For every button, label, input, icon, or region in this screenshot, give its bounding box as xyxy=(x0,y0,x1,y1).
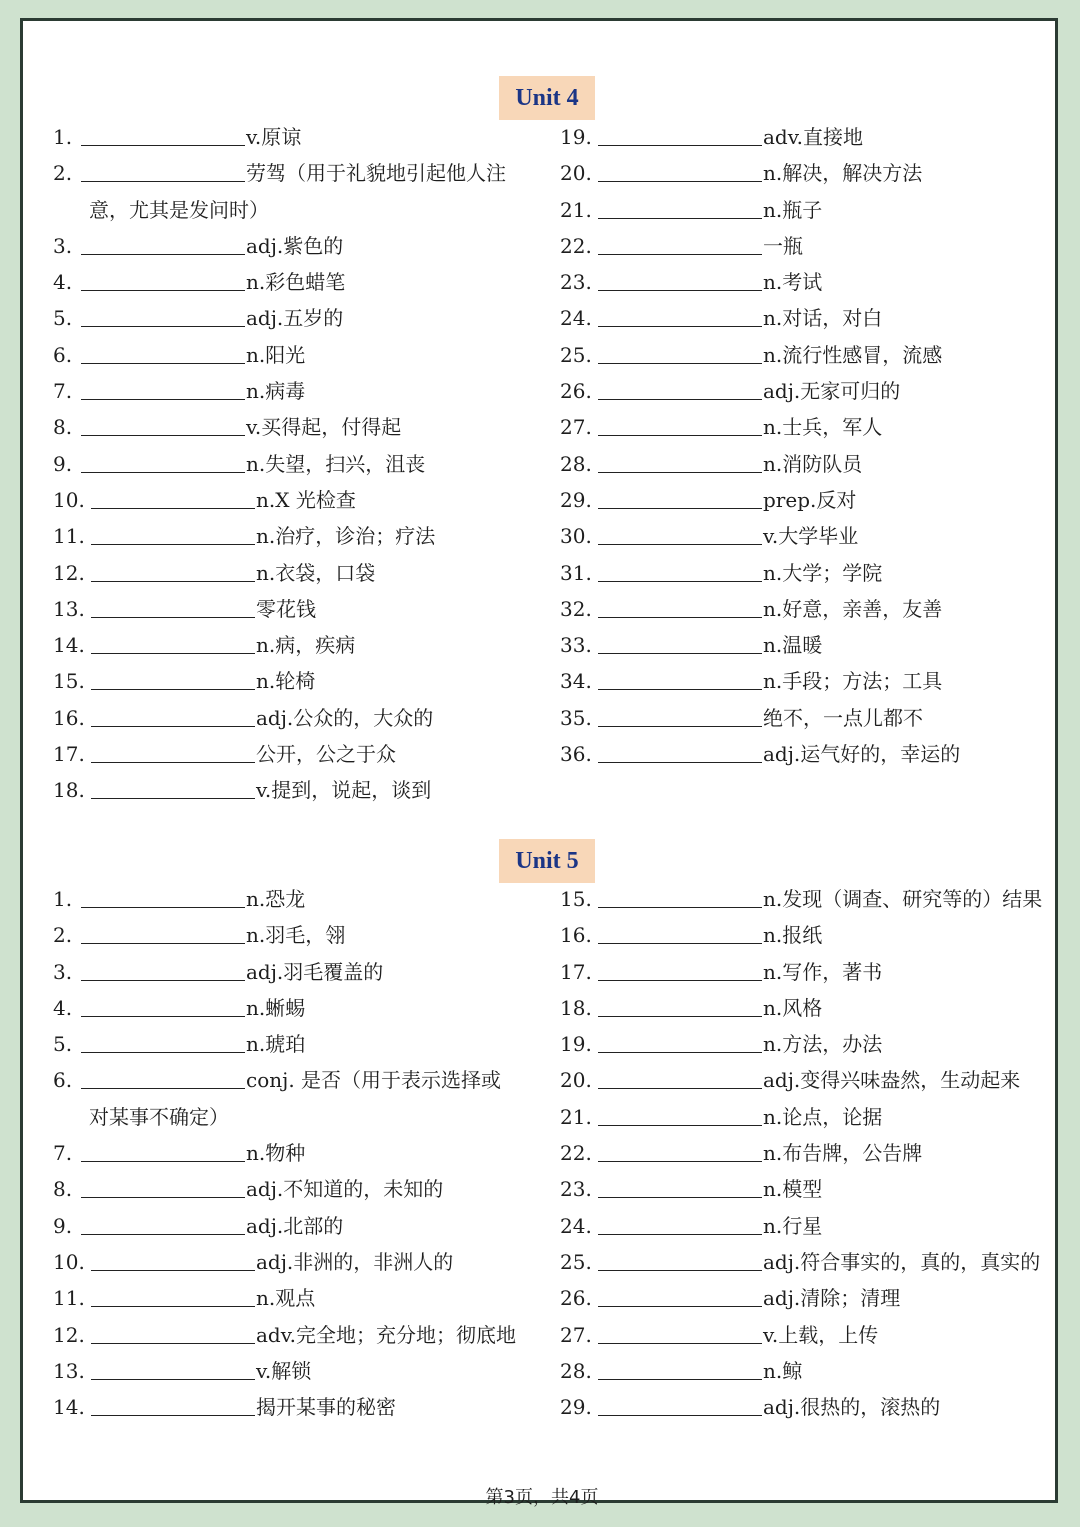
item-definition-continued: 对某事不确定） xyxy=(89,1104,229,1129)
item-number: 27. xyxy=(560,1322,592,1347)
answer-blank[interactable] xyxy=(91,1393,255,1416)
item-definition: v.解锁 xyxy=(256,1358,312,1383)
vocab-item xyxy=(53,155,553,228)
answer-blank[interactable] xyxy=(598,1321,762,1344)
item-definition: n.病，疾病 xyxy=(256,633,356,658)
item-definition: n.方法，办法 xyxy=(763,1032,883,1057)
vocab-item xyxy=(560,155,1060,191)
item-number: 4. xyxy=(53,995,73,1020)
vocab-item xyxy=(53,881,553,917)
vocab-item xyxy=(560,228,1060,264)
vocab-item xyxy=(53,1280,553,1316)
item-number: 25. xyxy=(560,342,592,367)
item-number: 8. xyxy=(53,1177,73,1202)
answer-blank[interactable] xyxy=(598,885,762,908)
item-number: 5. xyxy=(53,1032,73,1057)
vocab-item xyxy=(53,264,553,300)
answer-blank[interactable] xyxy=(598,1175,762,1198)
item-number: 36. xyxy=(560,742,592,767)
item-number: 9. xyxy=(53,1213,73,1238)
vocab-item xyxy=(53,663,553,699)
item-number: 9. xyxy=(53,451,73,476)
vocab-item xyxy=(560,1244,1060,1280)
unit-5-left-column xyxy=(53,881,553,1425)
vocab-item xyxy=(53,736,553,772)
item-number: 35. xyxy=(560,705,592,730)
answer-blank[interactable] xyxy=(81,304,245,327)
vocab-item xyxy=(560,736,1060,772)
answer-blank[interactable] xyxy=(91,522,255,545)
answer-blank[interactable] xyxy=(91,595,255,618)
item-definition: 零花钱 xyxy=(256,596,316,621)
vocab-item xyxy=(53,591,553,627)
item-definition: conj. 是否（用于表示选择或 xyxy=(246,1068,502,1093)
answer-blank[interactable] xyxy=(598,1139,762,1162)
vocab-item xyxy=(560,119,1060,155)
item-definition: n.温暖 xyxy=(763,633,823,658)
answer-blank[interactable] xyxy=(598,1030,762,1053)
item-definition: n.物种 xyxy=(246,1141,306,1166)
answer-blank[interactable] xyxy=(81,921,245,944)
item-number: 34. xyxy=(560,669,592,694)
vocab-item xyxy=(560,1099,1060,1135)
vocab-item xyxy=(560,518,1060,554)
vocab-item xyxy=(53,1135,553,1171)
vocab-item xyxy=(560,1353,1060,1389)
item-definition: adj.羽毛覆盖的 xyxy=(246,959,384,984)
item-definition: adv.完全地；充分地；彻底地 xyxy=(256,1322,517,1347)
item-number: 13. xyxy=(53,596,85,621)
item-number: 21. xyxy=(560,197,592,222)
item-number: 24. xyxy=(560,306,592,331)
item-definition: adv.直接地 xyxy=(763,125,864,149)
vocab-item xyxy=(53,1353,553,1389)
answer-blank[interactable] xyxy=(81,1030,245,1053)
answer-blank[interactable] xyxy=(598,196,762,219)
answer-blank[interactable] xyxy=(81,994,245,1017)
vocab-item xyxy=(53,1244,553,1280)
worksheet-page xyxy=(20,18,1058,1508)
item-definition: n.写作，著书 xyxy=(763,959,883,984)
item-number: 18. xyxy=(53,778,85,803)
item-definition: n.鲸 xyxy=(763,1358,803,1383)
item-definition-continued: 意，尤其是发问时） xyxy=(89,197,269,222)
item-number: 12. xyxy=(53,560,85,585)
answer-blank[interactable] xyxy=(598,1393,762,1416)
item-number: 10. xyxy=(53,487,85,512)
vocab-item xyxy=(53,917,553,953)
item-number: 20. xyxy=(560,161,592,186)
item-definition: n.羽毛，翎 xyxy=(246,923,346,948)
vocab-item xyxy=(53,1026,553,1062)
page-footer: 第3页，共4页 xyxy=(485,1487,599,1508)
item-definition: adj.五岁的 xyxy=(246,306,344,331)
item-definition: n.对话，对白 xyxy=(763,306,883,331)
answer-blank[interactable] xyxy=(81,450,245,473)
answer-blank[interactable] xyxy=(81,1175,245,1198)
answer-blank[interactable] xyxy=(91,631,255,654)
item-definition: n.考试 xyxy=(763,270,823,295)
item-definition: n.病毒 xyxy=(246,379,306,404)
item-number: 8. xyxy=(53,415,73,440)
answer-blank[interactable] xyxy=(598,268,762,291)
answer-blank[interactable] xyxy=(598,341,762,364)
vocab-item xyxy=(560,1062,1060,1098)
item-definition: n.观点 xyxy=(256,1286,316,1311)
vocab-item xyxy=(53,627,553,663)
item-number: 26. xyxy=(560,379,592,404)
unit-5-right-column xyxy=(560,881,1060,1425)
vocab-item xyxy=(53,1171,553,1207)
answer-blank[interactable] xyxy=(91,1321,255,1344)
vocab-item xyxy=(560,446,1060,482)
answer-blank[interactable] xyxy=(81,1139,245,1162)
answer-blank[interactable] xyxy=(598,522,762,545)
answer-blank[interactable] xyxy=(598,740,762,763)
vocab-item xyxy=(53,482,553,518)
vocab-item xyxy=(53,228,553,264)
item-number: 32. xyxy=(560,596,592,621)
item-definition: n.行星 xyxy=(763,1213,823,1238)
answer-blank[interactable] xyxy=(598,704,762,727)
item-definition: adj.非洲的，非洲人的 xyxy=(256,1249,454,1274)
item-definition: n.论点，论据 xyxy=(763,1104,883,1129)
item-definition: n.阳光 xyxy=(246,342,306,367)
item-number: 4. xyxy=(53,270,73,295)
answer-blank[interactable] xyxy=(91,1284,255,1307)
vocab-item xyxy=(560,1389,1060,1425)
answer-blank[interactable] xyxy=(598,123,762,146)
vocab-item xyxy=(560,1208,1060,1244)
answer-blank[interactable] xyxy=(91,486,255,509)
vocab-item xyxy=(560,1317,1060,1353)
item-number: 18. xyxy=(560,995,592,1020)
item-number: 22. xyxy=(560,1141,592,1166)
answer-blank[interactable] xyxy=(81,1066,245,1089)
vocab-item xyxy=(53,555,553,591)
item-number: 33. xyxy=(560,633,592,658)
item-definition: n.解决，解决方法 xyxy=(763,161,923,186)
item-definition: n.恐龙 xyxy=(246,887,306,911)
item-definition: n.琥珀 xyxy=(246,1032,306,1057)
item-definition: n.失望，扫兴，沮丧 xyxy=(246,451,426,476)
answer-blank[interactable] xyxy=(598,1103,762,1126)
item-number: 16. xyxy=(53,705,85,730)
vocab-item xyxy=(560,337,1060,373)
unit-4-title: Unit 4 xyxy=(499,76,595,120)
item-definition: v.大学毕业 xyxy=(763,524,859,549)
item-definition: n.X 光检查 xyxy=(256,487,356,512)
item-number: 15. xyxy=(560,887,592,911)
item-definition: n.发现（调查、研究等的）结果 xyxy=(763,887,1043,911)
item-definition: adj.运气好的，幸运的 xyxy=(763,742,961,767)
item-definition: prep.反对 xyxy=(763,487,857,512)
vocab-item xyxy=(560,373,1060,409)
answer-blank[interactable] xyxy=(81,268,245,291)
answer-blank[interactable] xyxy=(81,958,245,981)
vocab-item xyxy=(560,264,1060,300)
vocab-item xyxy=(53,1062,553,1135)
item-number: 6. xyxy=(53,1068,73,1093)
vocab-item xyxy=(53,990,553,1026)
answer-blank[interactable] xyxy=(81,123,245,146)
item-number: 5. xyxy=(53,306,73,331)
answer-blank[interactable] xyxy=(598,1284,762,1307)
item-number: 20. xyxy=(560,1068,592,1093)
vocab-item xyxy=(560,663,1060,699)
item-definition: n.彩色蜡笔 xyxy=(246,270,346,295)
answer-blank[interactable] xyxy=(598,958,762,981)
vocab-item xyxy=(560,700,1060,736)
item-definition: n.手段；方法；工具 xyxy=(763,669,943,694)
item-number: 11. xyxy=(53,1286,85,1311)
answer-blank[interactable] xyxy=(598,450,762,473)
item-number: 17. xyxy=(560,959,592,984)
vocab-item xyxy=(53,772,553,808)
item-number: 29. xyxy=(560,1395,592,1420)
item-number: 28. xyxy=(560,1358,592,1383)
answer-blank[interactable] xyxy=(81,159,245,182)
vocab-item xyxy=(53,1389,553,1425)
vocab-item xyxy=(53,409,553,445)
item-number: 12. xyxy=(53,1322,85,1347)
item-definition: n.士兵，军人 xyxy=(763,415,883,440)
item-number: 19. xyxy=(560,125,592,149)
item-number: 19. xyxy=(560,1032,592,1057)
vocab-item xyxy=(560,192,1060,228)
answer-blank[interactable] xyxy=(598,304,762,327)
item-definition: 一瓶 xyxy=(763,233,803,258)
answer-blank[interactable] xyxy=(598,595,762,618)
answer-blank[interactable] xyxy=(81,885,245,908)
item-number: 27. xyxy=(560,415,592,440)
item-number: 28. xyxy=(560,451,592,476)
answer-blank[interactable] xyxy=(81,341,245,364)
item-definition: n.报纸 xyxy=(763,923,823,948)
item-number: 7. xyxy=(53,379,73,404)
answer-blank[interactable] xyxy=(91,1357,255,1380)
item-definition: n.治疗，诊治；疗法 xyxy=(256,524,436,549)
vocab-item xyxy=(53,446,553,482)
answer-blank[interactable] xyxy=(91,740,255,763)
vocab-item xyxy=(560,990,1060,1026)
item-number: 24. xyxy=(560,1213,592,1238)
vocab-item xyxy=(53,518,553,554)
answer-blank[interactable] xyxy=(81,1212,245,1235)
item-number: 30. xyxy=(560,524,592,549)
item-number: 11. xyxy=(53,524,85,549)
item-definition: v.提到，说起，谈到 xyxy=(256,778,432,803)
answer-blank[interactable] xyxy=(598,1066,762,1089)
answer-blank[interactable] xyxy=(598,1248,762,1271)
vocab-item xyxy=(53,700,553,736)
item-number: 22. xyxy=(560,233,592,258)
item-definition: adj.公众的，大众的 xyxy=(256,705,434,730)
unit-4-right-column xyxy=(560,119,1060,772)
item-definition: adj.变得兴味盎然，生动起来 xyxy=(763,1068,1021,1093)
item-number: 3. xyxy=(53,233,73,258)
unit-4-left-column xyxy=(53,119,553,809)
answer-blank[interactable] xyxy=(91,704,255,727)
item-definition: n.流行性感冒，流感 xyxy=(763,342,943,367)
answer-blank[interactable] xyxy=(598,413,762,436)
vocab-item xyxy=(560,300,1060,336)
answer-blank[interactable] xyxy=(598,377,762,400)
item-number: 15. xyxy=(53,669,85,694)
vocab-item xyxy=(560,482,1060,518)
vocab-item xyxy=(53,300,553,336)
item-definition: n.大学；学院 xyxy=(763,560,883,585)
item-number: 23. xyxy=(560,270,592,295)
answer-blank[interactable] xyxy=(598,1212,762,1235)
vocab-item xyxy=(560,881,1060,917)
item-definition: n.轮椅 xyxy=(256,669,316,694)
item-definition: 公开，公之于众 xyxy=(256,742,396,767)
answer-blank[interactable] xyxy=(91,776,255,799)
item-definition: adj.很热的，滚热的 xyxy=(763,1395,941,1420)
item-number: 14. xyxy=(53,633,85,658)
item-number: 26. xyxy=(560,1286,592,1311)
item-definition: n.好意，亲善，友善 xyxy=(763,596,943,621)
answer-blank[interactable] xyxy=(598,232,762,255)
answer-blank[interactable] xyxy=(598,159,762,182)
item-definition: n.瓶子 xyxy=(763,197,823,222)
answer-blank[interactable] xyxy=(598,921,762,944)
vocab-item xyxy=(53,119,553,155)
item-definition: adj.不知道的，未知的 xyxy=(246,1177,444,1202)
item-definition: 劳驾（用于礼貌地引起他人注 xyxy=(246,161,506,186)
vocab-item xyxy=(53,1208,553,1244)
item-definition: n.模型 xyxy=(763,1177,823,1202)
vocab-item xyxy=(53,954,553,990)
vocab-item xyxy=(560,1171,1060,1207)
item-number: 7. xyxy=(53,1141,73,1166)
vocab-item xyxy=(560,409,1060,445)
item-number: 21. xyxy=(560,1104,592,1129)
vocab-item xyxy=(560,555,1060,591)
answer-blank[interactable] xyxy=(81,232,245,255)
vocab-item xyxy=(560,917,1060,953)
answer-blank[interactable] xyxy=(598,631,762,654)
answer-blank[interactable] xyxy=(91,667,255,690)
vocab-item xyxy=(560,627,1060,663)
item-number: 17. xyxy=(53,742,85,767)
item-number: 2. xyxy=(53,161,73,186)
item-definition: adj.紫色的 xyxy=(246,233,344,258)
vocab-item xyxy=(560,1026,1060,1062)
item-number: 6. xyxy=(53,342,73,367)
item-number: 31. xyxy=(560,560,592,585)
item-number: 13. xyxy=(53,1358,85,1383)
item-definition: n.蜥蜴 xyxy=(246,995,306,1020)
vocab-item xyxy=(560,1135,1060,1171)
item-number: 23. xyxy=(560,1177,592,1202)
unit-5-title: Unit 5 xyxy=(499,839,595,883)
item-definition: v.原谅 xyxy=(246,125,302,149)
item-definition: n.风格 xyxy=(763,995,823,1020)
item-definition: n.衣袋，口袋 xyxy=(256,560,376,585)
item-number: 3. xyxy=(53,959,73,984)
item-number: 14. xyxy=(53,1395,85,1420)
answer-blank[interactable] xyxy=(598,486,762,509)
answer-blank[interactable] xyxy=(81,413,245,436)
item-number: 1. xyxy=(53,887,73,911)
item-number: 1. xyxy=(53,125,73,149)
answer-blank[interactable] xyxy=(598,994,762,1017)
vocab-item xyxy=(53,337,553,373)
answer-blank[interactable] xyxy=(598,559,762,582)
vocab-item xyxy=(560,591,1060,627)
item-definition: 揭开某事的秘密 xyxy=(256,1395,396,1420)
item-number: 29. xyxy=(560,487,592,512)
item-definition: adj.北部的 xyxy=(246,1213,344,1238)
answer-blank[interactable] xyxy=(81,377,245,400)
vocab-item xyxy=(560,1280,1060,1316)
item-number: 2. xyxy=(53,923,73,948)
answer-blank[interactable] xyxy=(91,559,255,582)
item-definition: v.上载，上传 xyxy=(763,1322,879,1347)
item-definition: v.买得起，付得起 xyxy=(246,415,402,440)
item-definition: adj.清除；清理 xyxy=(763,1286,901,1311)
answer-blank[interactable] xyxy=(91,1248,255,1271)
item-definition: n.布告牌，公告牌 xyxy=(763,1141,923,1166)
answer-blank[interactable] xyxy=(598,1357,762,1380)
item-number: 25. xyxy=(560,1249,592,1274)
item-definition: 绝不，一点儿都不 xyxy=(763,705,923,730)
answer-blank[interactable] xyxy=(598,667,762,690)
item-definition: adj.符合事实的，真的，真实的 xyxy=(763,1249,1041,1274)
item-number: 10. xyxy=(53,1249,85,1274)
item-number: 16. xyxy=(560,923,592,948)
item-definition: n.消防队员 xyxy=(763,451,863,476)
vocab-item xyxy=(53,1317,553,1353)
vocab-item xyxy=(53,373,553,409)
vocab-item xyxy=(560,954,1060,990)
item-definition: adj.无家可归的 xyxy=(763,379,901,404)
